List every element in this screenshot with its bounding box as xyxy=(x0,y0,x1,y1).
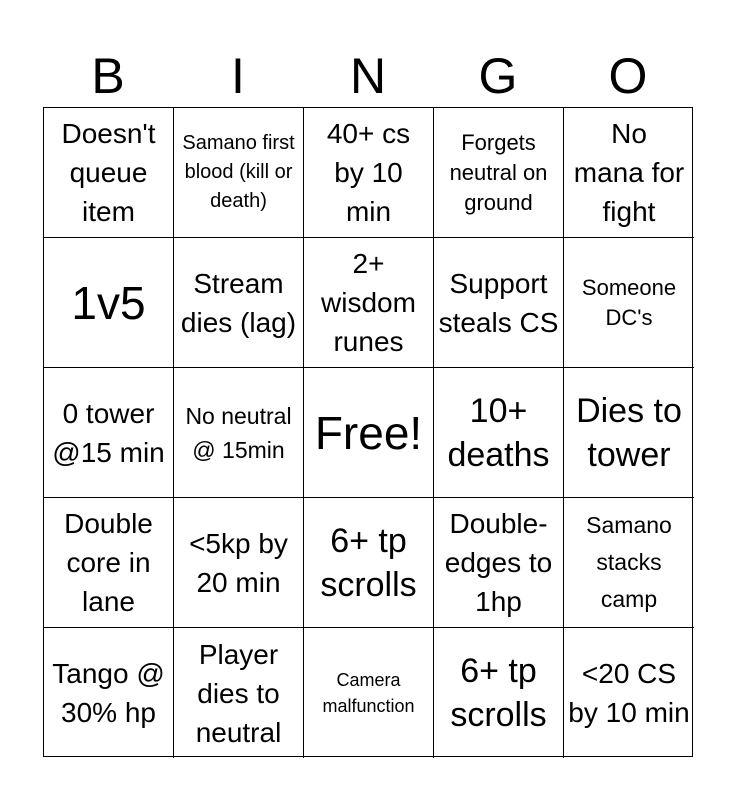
header-letter-g: G xyxy=(478,48,518,104)
cell-text: Double core in lane xyxy=(64,508,153,617)
cell-text: 6+ tp scrolls xyxy=(450,652,547,734)
bingo-cell[interactable] xyxy=(564,628,694,758)
bingo-cell[interactable] xyxy=(304,628,434,758)
bingo-cell[interactable] xyxy=(174,238,304,368)
bingo-cell[interactable] xyxy=(44,238,174,368)
cell-text: Player dies to neutral xyxy=(195,638,282,748)
cell-text: Camera malfunction xyxy=(322,670,415,716)
bingo-cell[interactable] xyxy=(434,238,564,368)
cell-text: No mana for fight xyxy=(573,118,685,227)
bingo-cell[interactable] xyxy=(564,238,694,368)
bingo-cell[interactable] xyxy=(44,498,174,628)
cell-text: 1v5 xyxy=(71,276,146,329)
cell-text: Tango @ 30% hp xyxy=(52,658,165,728)
bingo-cell[interactable] xyxy=(174,498,304,628)
cell-text: 40+ cs by 10 min xyxy=(326,118,411,227)
bingo-cell[interactable] xyxy=(174,628,304,758)
cell-text: Support steals CS xyxy=(438,267,559,338)
bingo-cell[interactable] xyxy=(44,628,174,758)
header-letter-n: N xyxy=(349,48,387,104)
cell-text: Stream dies (lag) xyxy=(180,267,297,338)
header-letter-i: I xyxy=(231,48,245,104)
bingo-cell[interactable] xyxy=(434,628,564,758)
cell-text: Free! xyxy=(314,406,423,459)
bingo-cell[interactable] xyxy=(304,238,434,368)
bingo-cell[interactable] xyxy=(434,368,564,498)
header-letter-o: O xyxy=(608,48,648,104)
bingo-cell[interactable] xyxy=(434,108,564,238)
header-letter-b: B xyxy=(91,48,125,104)
bingo-cell[interactable] xyxy=(564,108,694,238)
cell-text: Doesn't queue item xyxy=(61,118,156,227)
cell-text: Samano stacks camp xyxy=(586,512,672,612)
bingo-grid xyxy=(43,107,693,757)
cell-text: No neutral @ 15min xyxy=(185,402,292,463)
cell-text: <20 CS by 10 min xyxy=(568,658,690,728)
cell-text: 2+ wisdom runes xyxy=(321,248,416,357)
bingo-header xyxy=(43,46,693,106)
bingo-cell[interactable] xyxy=(174,108,304,238)
cell-text: <5kp by 20 min xyxy=(189,527,288,598)
bingo-cell[interactable] xyxy=(564,368,694,498)
bingo-cell[interactable] xyxy=(304,368,434,498)
cell-text: Dies to tower xyxy=(576,391,682,474)
bingo-cell[interactable] xyxy=(44,108,174,238)
cell-text: 0 tower @15 min xyxy=(52,397,165,468)
bingo-cell[interactable] xyxy=(564,498,694,628)
cell-text: 10+ deaths xyxy=(447,391,550,474)
cell-text: Someone DC's xyxy=(581,274,677,330)
bingo-cell[interactable] xyxy=(44,368,174,498)
cell-text: 6+ tp scrolls xyxy=(320,521,417,604)
bingo-cell[interactable] xyxy=(434,498,564,628)
bingo-cell[interactable] xyxy=(304,108,434,238)
cell-text: Samano first blood (kill or death) xyxy=(182,132,295,212)
bingo-cell[interactable] xyxy=(174,368,304,498)
cell-text: Forgets neutral on ground xyxy=(449,129,548,215)
bingo-cell[interactable] xyxy=(304,498,434,628)
cell-text: Double-edges to 1hp xyxy=(444,508,553,617)
